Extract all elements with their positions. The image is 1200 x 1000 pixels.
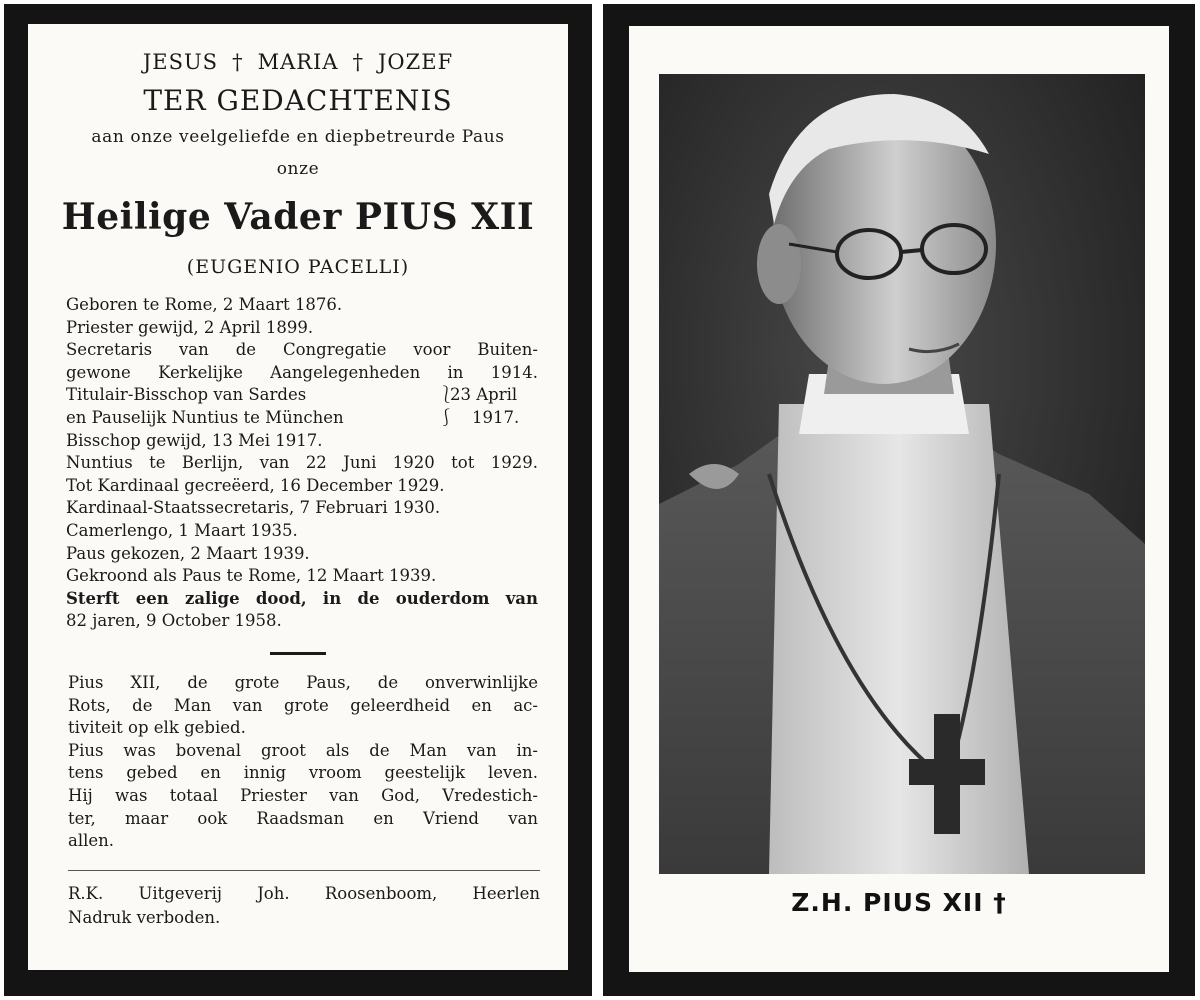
portrait-caption: Z.H. PIUS XII † [791, 888, 1007, 917]
tribute-line: Hij was totaal Priester van God, Vredestich- [68, 785, 538, 805]
brace-icon: ⎱ [438, 385, 455, 405]
bio-line-left: en Pauselijk Nuntius te München [66, 407, 344, 427]
bio-line-split [66, 384, 538, 407]
publisher-line: Nadruk verboden. [68, 908, 221, 927]
dedication-onze: onze [276, 159, 320, 179]
cross-icon: † [232, 50, 244, 74]
bio-line: Nuntius te Berlijn, van 22 Juni 1920 tot 1929. [66, 453, 538, 473]
brace-icon: ⎰ [438, 407, 455, 427]
publisher-block [68, 882, 540, 930]
memorial-card-photo [603, 4, 1195, 996]
portrait-illustration [659, 74, 1145, 874]
bio-line: Bisschop gewijd, 13 Mei 1917. [66, 430, 323, 450]
bio-line: Camerlengo, 1 Maart 1935. [66, 520, 298, 540]
cross-icon: † [352, 50, 365, 74]
headline-word-maria: MARIA [257, 50, 339, 74]
biography-block [66, 294, 538, 633]
tribute-line: Pius XII, de grote Paus, de onverwinlijke [68, 673, 538, 692]
text-card-paper [28, 24, 568, 970]
title-ter-gedachtenis: TER GEDACHTENIS [143, 84, 453, 117]
publisher-line: R.K. Uitgeverij Joh. Roosenboom, Heerlen [68, 884, 540, 903]
divider-line [270, 652, 326, 655]
tribute-line: Pius was bovenal groot als de Man van in- [68, 740, 538, 760]
bio-line: Tot Kardinaal gecreëerd, 16 December 1929. [66, 475, 445, 495]
photo-card-paper [629, 26, 1169, 972]
bio-line: Secretaris van de Congregatie voor Buiten- [66, 340, 538, 360]
bio-line-left: Titulair-Bisschop van Sardes [66, 385, 307, 405]
bio-line: Priester gewijd, 2 April 1899. [66, 317, 314, 337]
tribute-line: tiviteit op elk gebied. [68, 718, 246, 738]
bio-line: gewone Kerkelijke Aangelegenheden in 1914. [66, 362, 538, 382]
bio-line-split [66, 407, 538, 430]
bio-line-right: 23 April [450, 385, 518, 405]
tribute-line: ter, maar ook Raadsman en Vriend van [68, 808, 538, 828]
bio-line: Geboren te Rome, 2 Maart 1876. [66, 295, 343, 314]
tribute-block [68, 672, 538, 853]
birth-name: (EUGENIO PACELLI) [186, 256, 410, 278]
bio-line: Kardinaal-Staatssecretaris, 7 Februari 1930. [66, 498, 441, 518]
publisher-rule [68, 870, 540, 871]
pope-portrait-photo [659, 74, 1145, 874]
bio-line-right: 1917. [472, 407, 520, 427]
tribute-line: tens gebed en innig vroom geestelijk leven. [68, 763, 538, 783]
pope-name: Heilige Vader PIUS XII [61, 196, 535, 238]
bio-line: 82 jaren, 9 October 1958. [66, 611, 282, 631]
bio-line: Gekroond als Paus te Rome, 12 Maart 1939. [66, 566, 437, 586]
headline-jesus-maria-jozef [28, 50, 568, 74]
tribute-line: allen. [68, 831, 115, 851]
memorial-card-text [4, 4, 592, 996]
bio-line: Sterft een zalige dood, in de ouderdom van [66, 588, 538, 608]
tribute-line: Rots, de Man van grote geleerdheid en ac- [68, 695, 538, 715]
headline-word-jozef: JOZEF [378, 50, 454, 74]
headline-word-jesus: JESUS [142, 50, 219, 74]
bio-line: Paus gekozen, 2 Maart 1939. [66, 543, 310, 563]
dedication-subtitle: aan onze veelgeliefde en diepbetreurde Paus [91, 127, 505, 147]
